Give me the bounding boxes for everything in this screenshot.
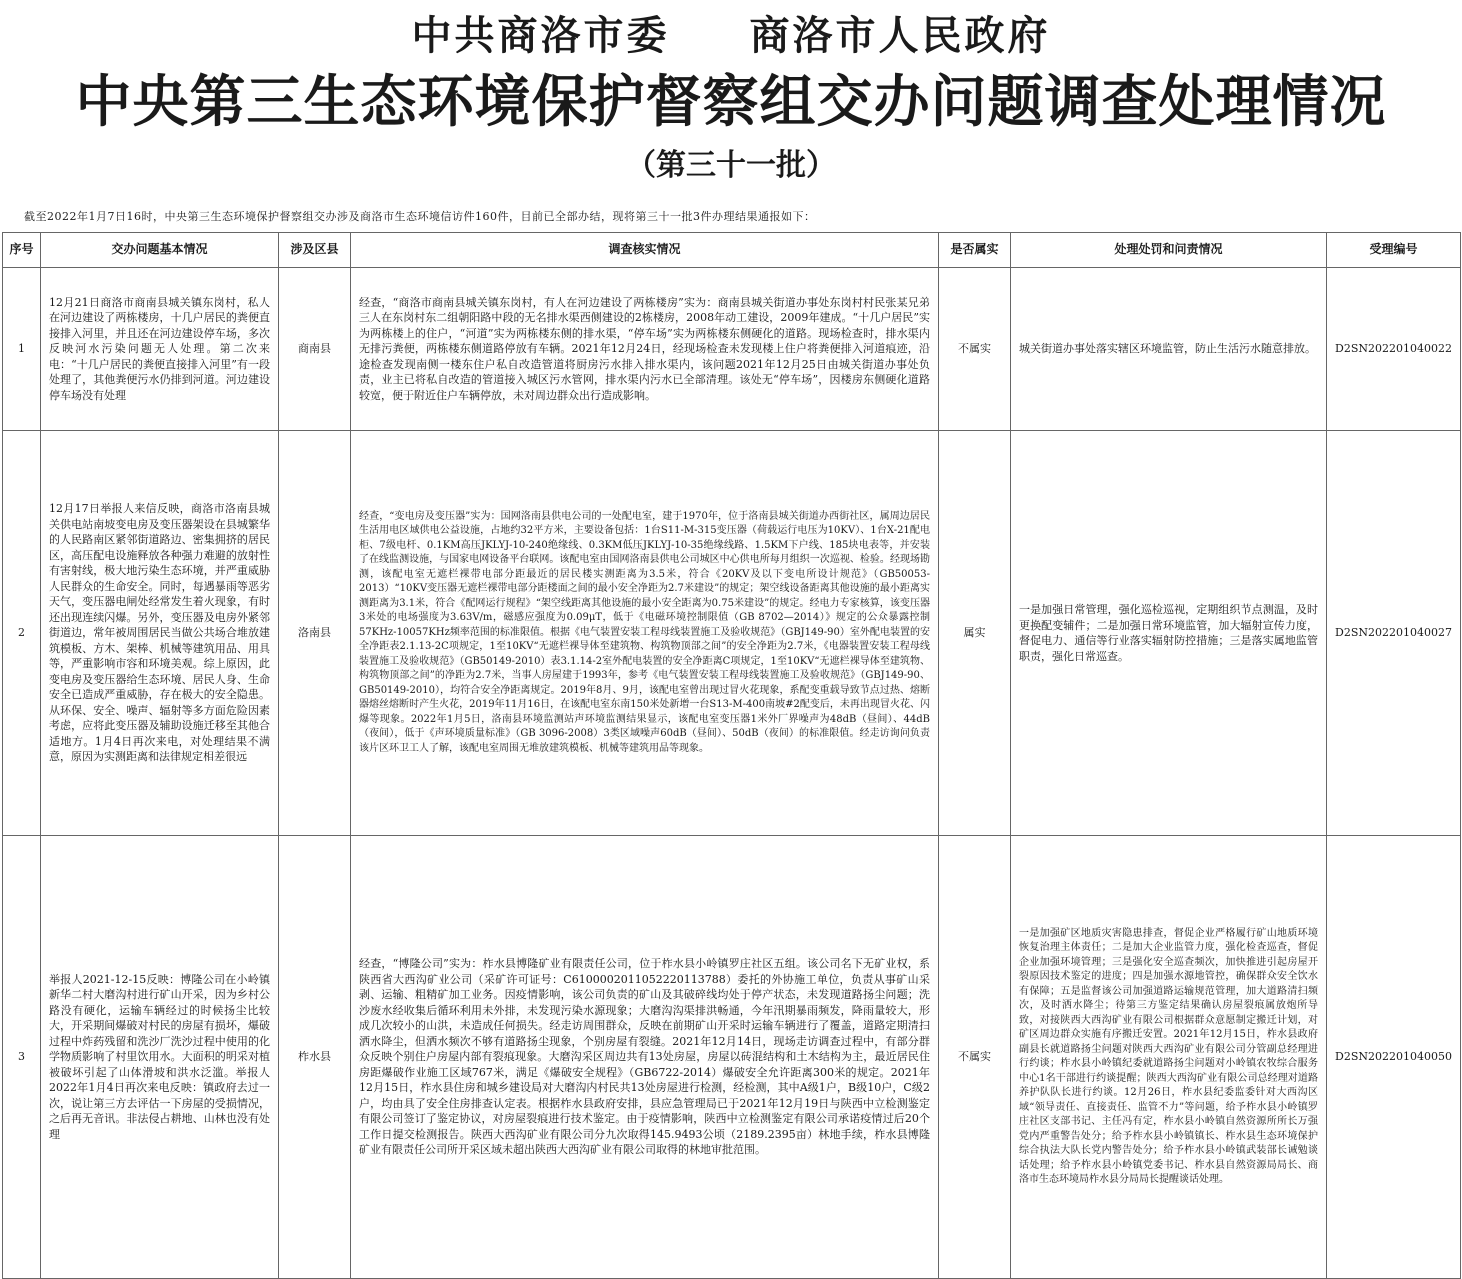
- row-handling: 一是加强矿区地质灾害隐患排查，督促企业严格履行矿山地质环境恢复治理主体责任；二是加大企业监管力度，强化检查巡查，督促企业加强环境管理；三是强化安全巡查频次，加快推进引起房屋开裂原因技术鉴定的进度；四是加强水源地管控，确保群众安全饮水有保障；五是监督该公司加强道路运输规范管理，加大道路清扫频次，及时洒水降尘；待第三方鉴定结果确认房屋裂痕属放炮所导致，对接陕西大西沟矿业有限公司根据群众意愿制定搬迁计划，对矿区周边群众实施有序搬迁安置。2021年12月15日，柞水县政府副县长就道路扬尘问题对陕西大西沟矿业有限公司分管副总经理进行约谈；柞水县小岭镇纪委就道路扬尘问题对小岭镇农牧综合服务中心1名干部进行约谈提醒；陕西大西沟矿业有限公司总经理对道路养护队队长进行约谈。12月26日，柞水县纪委监委针对大西沟区域“领导责任、直接责任、监管不力”等问题，给予柞水县小岭镇罗庄社区支部书记、主任冯有定，柞水县小岭镇自然资源所所长万强党内严重警告处分；给予柞水县小岭镇镇长、柞水县生态环境保护综合执法大队长党内警告处分；给予柞水县小岭镇武装部长诫勉谈话处理；给予柞水县小岭镇党委书记、柞水县自然资源局局长、商洛市生态环境局柞水县分局局长提醒谈话处理。: [1011, 836, 1327, 1279]
- header-handling: 处理处罚和问责情况: [1011, 233, 1327, 268]
- header-county: 涉及区县: [279, 233, 351, 268]
- row-investigation: 经查，“商洛市商南县城关镇东岗村，有人在河边建设了两栋楼房”实为：商南县城关街道办事处东岗村村民张某兄弟三人在东岗村东二组朝阳路中段的无名排水渠西侧建设的2栋楼房，2008年动工建设，2009年建成。“十几户居民”实为两栋楼上的住户，“河道”实为两栋楼东侧的排水渠，“停车场”实为两栋楼东侧硬化的道路。现场检查时，排水渠内无排污粪便，两栋楼东侧道路停放有车辆。2021年12月24日，经现场检查未发现楼上住户将粪便排入河道痕迹，沿途检查发现南侧一楼东住户私自改造管道将厨房污水排入排水渠内，该问题2021年12月25日由城关街道办事处负责，业主已将私自改造的管道接入城区污水管网，排水渠内污水已全部清理。该处无“停车场”，因楼房东侧硬化道路较宽，便于附近住户车辆停放，未对周边群众出行造成影响。: [351, 268, 939, 431]
- row-investigation: 经查，“博隆公司”实为：柞水县博隆矿业有限责任公司，位于柞水县小岭镇罗庄社区五组。该公司名下无矿业权，系陕西省大西沟矿业公司（采矿许可证号：C6100002011052220113788）委托的外协施工单位，负责从事矿山采剥、运输、粗精矿加工业务。因疫情影响，该公司负责的矿山及其破碎线均处于停产状态，未发现道路扬尘问题；洗沙废水经收集后循环利用未外排，未发现污染水源现象；大磨沟沟渠排洪畅通，今年汛期暴雨频发，降雨量较大，形成几次较小的山洪，未造成任何损失。经走访周围群众，反映在前期矿山开采时运输车辆进行了覆盖，道路定期清扫洒水降尘，但洒水频次不够有道路扬尘现象，个别房屋有裂缝。2021年12月14日，现场走访调查过程中，有部分群众反映个别住户房屋内部有裂痕现象。大磨沟采区周边共有13处房屋，房屋以砖混结构和土木结构为主，最近居民住房距爆破作业施工区域767米，满足《爆破安全规程》（GB6722-2014）爆破安全允许距离300米的规定。2021年12月15日，柞水县住房和城乡建设局对大磨沟内村民共13处房屋进行检测，经检测，其中A级1户，B级10户，C级2户，均由具了安全住房排查认定表。根据柞水县政府安排，县应急管理局已于2021年12月19日与陕西中立检测鉴定有限公司签订了鉴定协议，对房屋裂痕进行技术鉴定。由于疫情影响，陕西中立检测鉴定有限公司承诺疫情过后20个工作日提交检测报告。陕西大西沟矿业有限公司分九次取得145.9493公顷（2189.2395亩）林地手续，柞水县博隆矿业有限责任公司所开采区域未超出陕西大西沟矿业有限公司取得的林地审批范围。: [351, 836, 939, 1279]
- cases-table: [2, 232, 1461, 1279]
- page-title: 中央第三生态环境保护督察组交办问题调查处理情况: [75, 70, 1387, 135]
- row-code: D2SN202201040050: [1327, 836, 1461, 1279]
- row-county: 洛南县: [279, 431, 351, 836]
- header-verified: 是否属实: [939, 233, 1011, 268]
- row-no: 3: [3, 836, 41, 1279]
- header-issue: 交办问题基本情况: [41, 233, 279, 268]
- row-handling: 一是加强日常管理，强化巡检巡视，定期组织节点测温，及时更换配变辅件；二是加强日常环境监管，加大辐射宣传力度，督促电力、通信等行业落实辐射防控措施；三是落实属地监管职责，强化日常巡查。: [1011, 431, 1327, 836]
- header-code: 受理编号: [1327, 233, 1461, 268]
- header-investigation: 调查核实情况: [351, 233, 939, 268]
- header-no: 序号: [3, 233, 41, 268]
- row-handling: 城关街道办事处落实辖区环境监管，防止生活污水随意排放。: [1011, 268, 1327, 431]
- row-verified: 不属实: [939, 836, 1011, 1279]
- row-no: 2: [3, 431, 41, 836]
- intro-paragraph: 截至2022年1月7日16时，中央第三生态环境保护督察组交办涉及商洛市生态环境信访件160件，目前已全部办结，现将第三十一批3件办理结果通报如下：: [24, 210, 816, 223]
- row-code: D2SN202201040022: [1327, 268, 1461, 431]
- row-county: 商南县: [279, 268, 351, 431]
- row-issue: 12月21日商洛市商南县城关镇东岗村，私人在河边建设了两栋楼房，十几户居民的粪便直接排入河里，并且还在河边建设停车场，多次反映河水污染问题无人处理。第二次来电：“十几户居民的粪便直接排入河里”有一段处理了，其他粪便污水仍排到河道。河边建设停车场没有处理: [41, 268, 279, 431]
- row-no: 1: [3, 268, 41, 431]
- table-row: [3, 836, 1461, 1279]
- row-code: D2SN202201040027: [1327, 431, 1461, 836]
- row-investigation: 经查，“变电房及变压器”实为：国网洛南县供电公司的一处配电室，建于1970年，位于洛南县城关街道办西街社区，属周边居民生活用电区域供电公益设施，占地约32平方米，主要设备包括：1台S11-M-315变压器（荷载运行电压为10KV）、1台X-21配电柜、7级电杆、0.1KM高压JKLYJ-10-240绝缘线、0.3KM低压JKLYJ-10-35绝缘线路、1.5KM下户线、185块电表等，并安装了在线监测设施，与国家电网设备平台联网。该配电室由国网洛南县供电公司城区中心供电所每月组织一次巡视、检验。经现场勘测，该配电室无遮栏裸带电部分距最近的居民楼实测距离为3.5米，符合《20KV及以下变电所设计规范》（GB50053-2013）“10KV变压器无遮栏裸带电部分距楼面之间的最小安全净距为2.7米建设”的规定；架空线设备距离其他设施的最小距离实测距离为3.1米，符合《配网运行规程》“架空线距离其他设施的最小安全距离为0.75米建设”的规定。经电力专家核算，该变压器3米处的电场强度为3.63V/m，磁感应强度为0.09μT，低于《电磁环境控制限值（GB 8702—2014）》规定的公众暴露控制57KHz-10057KHz频率范围的标准限值。根据《电气装置安装工程母线装置施工及验收规范》（GBJ149-90）室外配电装置的安全净距表2.1.13-2C项规定，1至10KV“无遮栏裸导体至建筑物、构筑物顶部之间”的安全净距为2.7米，《电器装置安装工程母线装置施工及验收规范》（GB50149-2010）表3.1.14-2室外配电装置的安全净距离C项规定，1至10KV“无遮栏裸导体至建筑物、构筑物顶部之间”的净距为2.7米，当事人房屋建于1993年，参考《电气装置安装工程母线装置施工及验收规范》（GBJ149-90、GB50149-2010），均符合安全净距离规定。2019年8月、9月，该配电室曾出现过冒火花现象，系配变重载导致节点过热、熔断器熔丝熔断时产生火花，2019年11月16日，在该配电室东南150米处新增一台S13-M-400南坡#2配变后，未再出现冒火花、闪爆等现象。2022年1月5日，洛南县环境监测站声环境监测结果显示，该配电室变压器1米外厂界噪声为48dB（昼间）、44dB（夜间），低于《声环境质量标准》（GB 3096-2008）3类区域噪声60dB（昼间）、50dB（夜间）的标准限值。经走访询问负责该片区环卫工人了解，该配电室周围无堆放建筑模板、机械等建筑用品等现象。: [351, 431, 939, 836]
- row-issue: 12月17日举报人来信反映，商洛市洛南县城关供电站南坡变电房及变压器架设在县城繁华的人民路南区紧邻街道路边、密集拥挤的居民区，高压配电设施释放各种强力难避的放射性有害射线，极大地污染生态环境，并严重威胁人民群众的生命安全。同时，每遇暴雨等恶劣天气，变压器电闸处经常发生着火现象，有时还出现连续闪爆。另外，变压器及电房外紧邻街道边，常年被周围居民当做公共场合堆放建筑模板、方木、架棒、机械等建筑用品、用具等，严重影响市容和环境美观。综上原因，此变电房及变压器给生态环境、居民人身、生命安全已造成严重威胁，存在极大的安全隐患。从环保、安全、噪声、辐射等多方面危险因素考虑，应将此变压器及辅助设施迁移至其他合适地方。1月4日再次来电，对处理结果不满意，原因为实测距离和法律规定相差很远: [41, 431, 279, 836]
- row-county: 柞水县: [279, 836, 351, 1279]
- org-government: 商洛市人民政府: [749, 13, 1051, 59]
- org-party-committee: 中共商洛市委: [411, 13, 670, 59]
- table-row: [3, 268, 1461, 431]
- row-verified: 不属实: [939, 268, 1011, 431]
- row-verified: 属实: [939, 431, 1011, 836]
- batch-label: （第三十一批）: [626, 148, 836, 183]
- table-header-row: [3, 233, 1461, 268]
- table-row: [3, 431, 1461, 836]
- issuing-organizations: [0, 4, 1462, 61]
- row-issue: 举报人2021-12-15反映：博隆公司在小岭镇新华二村大磨沟村进行矿山开采，因为乡村公路没有硬化，运输车辆经过的时候扬尘比较大，开采期间爆破对村民的房屋有损坏，爆破过程中炸药残留和洗沙厂洗沙过程中使用的化学物质影响了村里饮用水。大面积的明采对植被破坏引起了山体滑坡和洪水泛滥。举报人2022年1月4日再次来电反映：镇政府去过一次，说让第三方去评估一下房屋的受损情况，之后再无音讯。非法侵占耕地、山林也没有处理: [41, 836, 279, 1279]
